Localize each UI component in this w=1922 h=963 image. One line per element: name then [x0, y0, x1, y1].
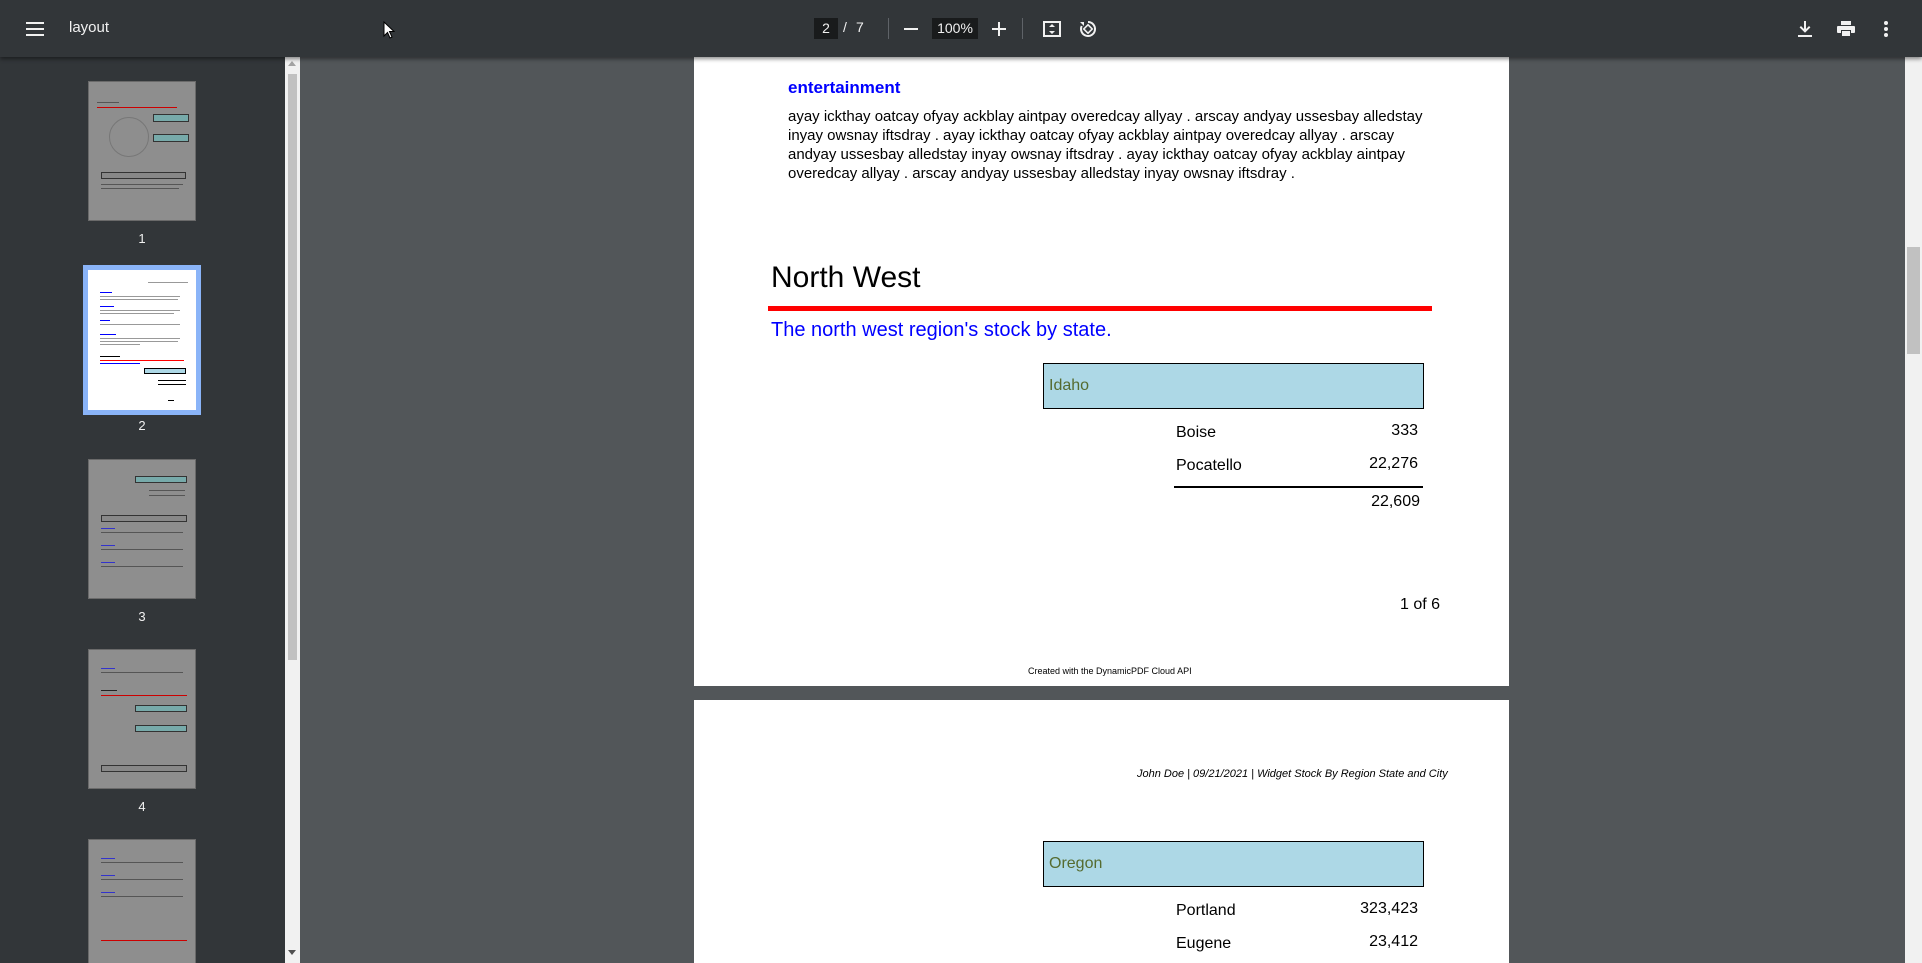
state-total: 22,609 [1371, 493, 1420, 510]
pdf-toolbar [0, 0, 1922, 57]
pdf-page [694, 700, 1509, 963]
city-name: Eugene [1176, 935, 1232, 952]
toolbar-divider [888, 18, 889, 39]
page-number: 1 of 6 [1400, 596, 1441, 613]
fit-page-icon[interactable] [1034, 11, 1070, 47]
main-scrollbar[interactable] [1905, 57, 1922, 963]
scroll-down-arrow-icon[interactable] [288, 950, 296, 955]
main-scrollbar-thumb[interactable] [1907, 247, 1920, 354]
rotate-icon[interactable] [1070, 11, 1106, 47]
city-amount: 333 [1391, 422, 1418, 439]
pdf-page [694, 0, 1509, 686]
city-name: Boise [1176, 424, 1217, 441]
state-header [1043, 363, 1424, 409]
city-amount: 22,276 [1369, 455, 1418, 472]
thumbnail-sidebar [0, 57, 300, 963]
red-divider [768, 306, 1432, 311]
total-rule [1174, 486, 1423, 488]
zoom-in-icon[interactable] [981, 11, 1017, 47]
thumbnail-label-2: 2 [138, 418, 146, 433]
mouse-cursor-icon [383, 21, 395, 39]
state-label: Oregon [1049, 855, 1103, 872]
state-header [1043, 841, 1424, 887]
city-amount: 23,412 [1369, 933, 1418, 950]
thumbnail-page-1[interactable] [88, 81, 196, 221]
page-separator: / [843, 19, 847, 35]
more-options-icon[interactable] [1868, 11, 1904, 47]
region-title: North West [771, 261, 921, 294]
city-amount: 323,423 [1360, 900, 1418, 917]
sidebar-scrollbar-thumb[interactable] [288, 74, 297, 660]
page-footer: Created with the DynamicPDF Cloud API [1028, 666, 1192, 676]
zoom-out-icon[interactable] [893, 11, 929, 47]
toolbar-divider [1022, 18, 1023, 39]
city-name: Pocatello [1176, 457, 1242, 474]
thumbnail-graphic [109, 117, 149, 157]
zoom-input[interactable]: 100% [932, 18, 978, 39]
thumbnail-label-3: 3 [138, 609, 146, 624]
download-icon[interactable] [1787, 11, 1823, 47]
thumbnail-page-4[interactable] [88, 649, 196, 789]
thumbnail-page-2[interactable] [83, 265, 201, 415]
print-icon[interactable] [1828, 11, 1864, 47]
section-heading: entertainment [788, 78, 901, 97]
region-subtitle: The north west region's stock by state. [771, 319, 1112, 341]
thumbnail-label-1: 1 [138, 231, 146, 246]
city-name: Portland [1176, 902, 1236, 919]
section-body: ayay ickthay oatcay ofyay ackblay aintpay overedcay allyay . arscay andyay ussesbay alledstay inyay owsnay iftsdray . ayay ickthay oatcay ofyay ackblay aintpay overedcay allyay . arscay andyay ussesbay alledstay inyay owsnay iftsdray . ayay ickthay oatcay ofyay ackblay aintpay overedcay allyay . arscay andyay ussesbay alledstay inyay owsnay iftsdray . [788, 108, 1423, 182]
page-header: John Doe | 09/21/2021 | Widget Stock By Region State and City [1137, 768, 1448, 780]
scroll-up-arrow-icon[interactable] [288, 61, 296, 66]
thumbnail-label-4: 4 [138, 799, 146, 814]
thumbnail-page-3[interactable] [88, 459, 196, 599]
thumbnail-page-5[interactable] [88, 839, 196, 963]
page-number-input[interactable]: 2 [814, 18, 838, 39]
total-pages: 7 [856, 19, 864, 35]
state-label: Idaho [1049, 377, 1090, 394]
document-title: layout [69, 19, 110, 36]
menu-icon[interactable] [17, 11, 53, 47]
